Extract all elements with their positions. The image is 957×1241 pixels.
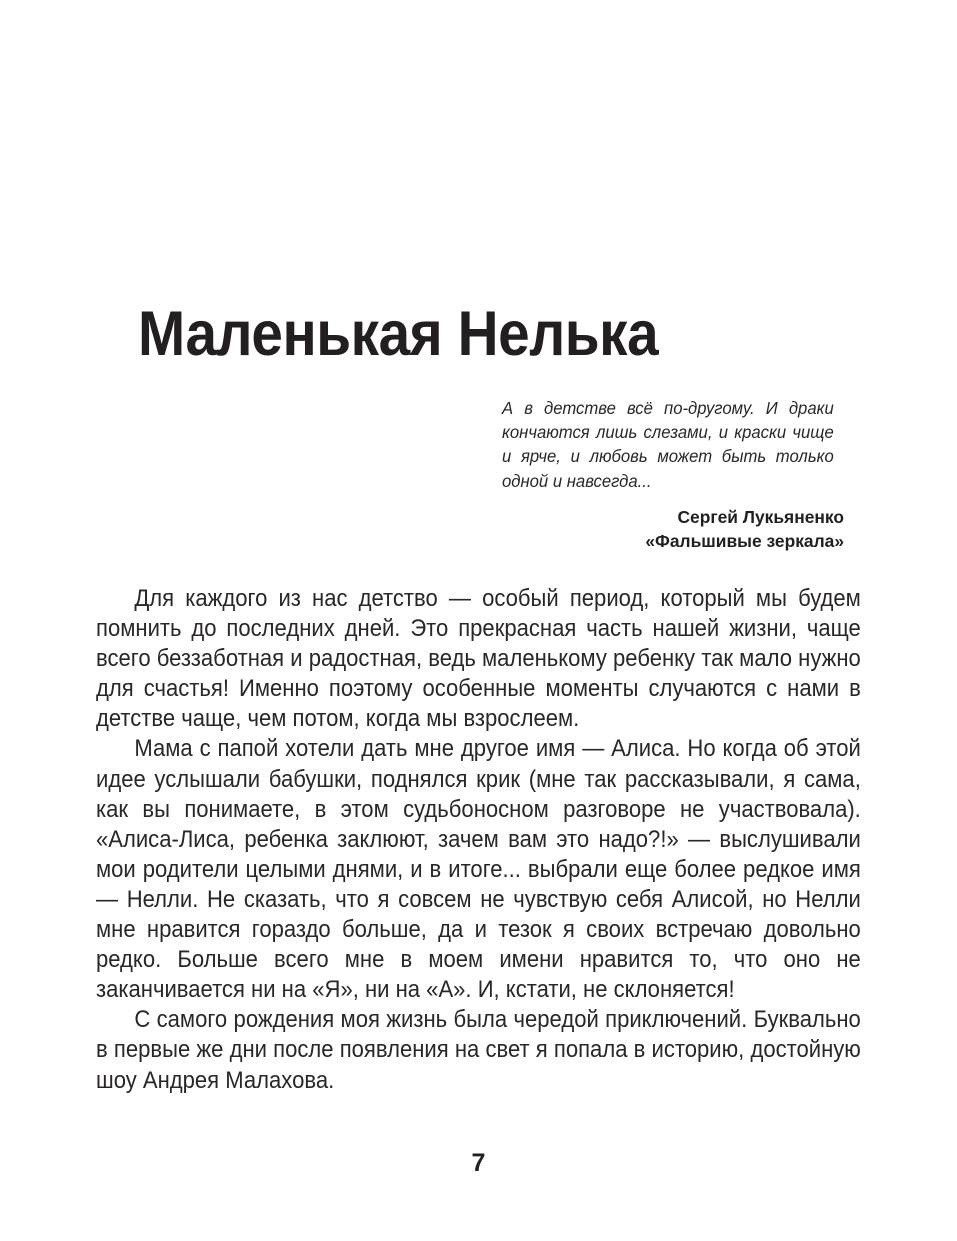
epigraph-block [502, 396, 844, 553]
epigraph-quote: А в детстве всё по-другому. И драки кончаются лишь слезами, и краски чище и ярче, и любовь может быть только одной и навсегда... [502, 398, 834, 491]
epigraph-author: Сергей Лукьяненко [677, 506, 844, 527]
epigraph-source: «Фальшивые зеркала» [645, 531, 844, 552]
body-paragraph: Для каждого из нас детство — особый период, который мы будем помнить до последних дней. Это прекрасная часть нашей жизни, чаще всего беззаботная и радостная, ведь маленькому ребенку так мало нужно для счастья! Именно поэтому особенные моменты случаются с нами в детстве чаще, чем потом, когда мы взрослеем. [96, 586, 861, 733]
page-title: Маленькая Нелька [138, 299, 659, 369]
page-number: 7 [471, 1149, 486, 1177]
body-paragraph: Мама с папой хотели дать мне другое имя — Алиса. Но когда об этой идее услышали бабушки, поднялся крик (мне так рассказывали, я сама, как вы понимаете, в этом судьбоносном разговоре не участвовала). «Алиса-Лиса, ребенка заклюют, зачем вам это надо?!» — выслушивали мои родители целыми днями, и в итоге... выбрали еще более редкое имя — Нелли. Не сказать, что я совсем не чувствую себя Алисой, но Нелли мне нравится гораздо больше, да и тезок я своих встречаю довольно редко. Больше всего мне в моем имени нравится то, что оно не заканчивается ни на «Я», ни на «А». И, кстати, не склоняется! [96, 736, 861, 1004]
body-paragraph: С самого рождения моя жизнь была чередой приключений. Буквально в первые же дни после появления на свет я попала в историю, достойную шоу Андрея Малахова. [96, 1007, 861, 1094]
body-text [96, 584, 861, 1096]
